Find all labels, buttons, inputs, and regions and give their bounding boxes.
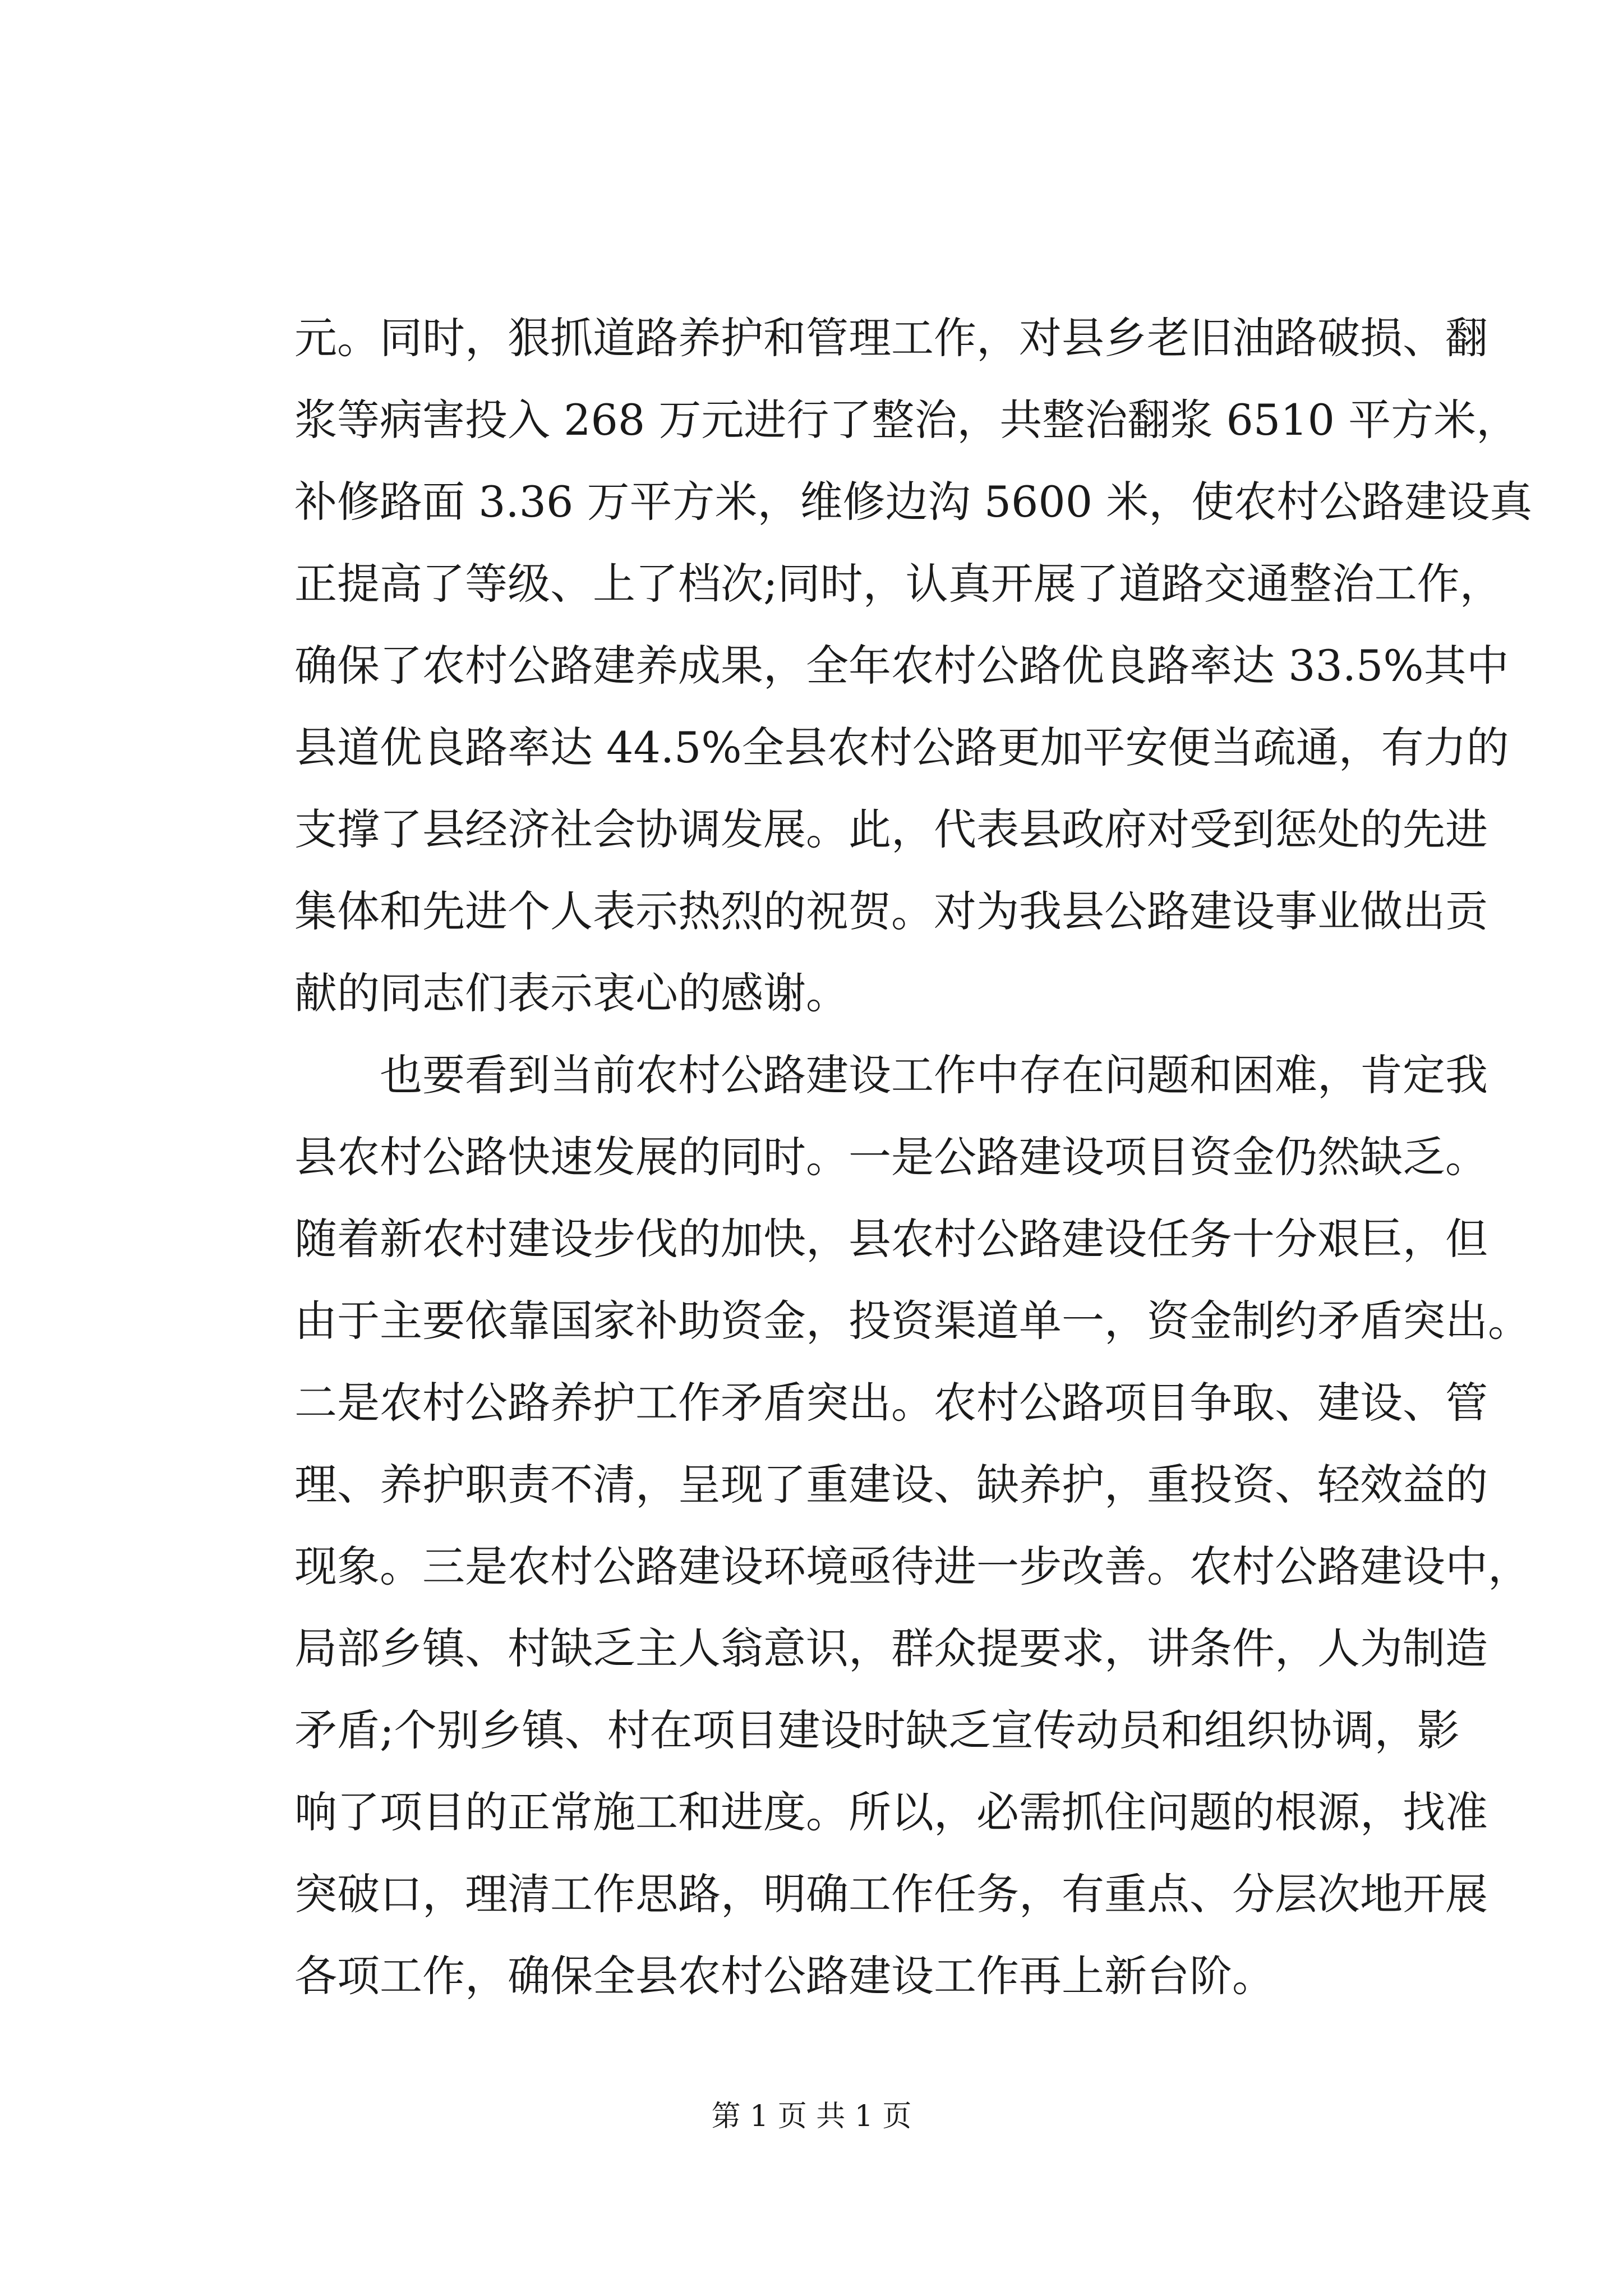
text-line: 县道优良路率达 44.5%全县农村公路更加平安便当疏通，有力的 [294,723,1509,772]
text-line: 支撑了县经济社会协调发展。此，代表县政府对受到惩处的先进 [294,804,1488,854]
text-line: 县农村公路快速发展的同时。一是公路建设项目资金仍然缺乏。 [294,1132,1488,1182]
text-line: 也要看到当前农村公路建设工作中存在问题和困难，肯定我 [380,1050,1488,1100]
text-line: 集体和先进个人表示热烈的祝贺。对为我县公路建设事业做出贡 [294,886,1488,936]
text-line: 浆等病害投入 268 万元进行了整治，共整治翻浆 6510 平方米， [294,395,1519,445]
text-line: 确保了农村公路建养成果，全年农村公路优良路率达 33.5%其中 [294,641,1509,691]
paragraph-2 [294,1034,1530,2017]
text-line: 局部乡镇、村缺乏主人翁意识，群众提要求，讲条件，人为制造 [294,1623,1488,1673]
document-body [294,297,1533,2017]
text-line: 由于主要依靠国家补助资金，投资渠道单一，资金制约矛盾突出。 [294,1296,1530,1346]
paragraph-1 [294,297,1533,1034]
text-line: 响了项目的正常施工和进度。所以，必需抓住问题的根源，找准 [294,1787,1488,1837]
text-line: 二是农村公路养护工作矛盾突出。农村公路项目争取、建设、管 [294,1378,1488,1428]
text-line: 正提高了等级、上了档次;同时，认真开展了道路交通整治工作， [294,559,1502,609]
text-line: 现象。三是农村公路建设环境亟待进一步改善。农村公路建设中， [294,1542,1530,1591]
text-line: 元。同时，狠抓道路养护和管理工作，对县乡老旧油路破损、翻 [294,313,1488,363]
text-line: 献的同志们表示衷心的感谢。 [294,968,849,1018]
text-line: 理、养护职责不清，呈现了重建设、缺养护，重投资、轻效益的 [294,1460,1488,1510]
text-line: 各项工作，确保全县农村公路建设工作再上新台阶。 [294,1951,1275,2001]
text-line: 随着新农村建设步伐的加快，县农村公路建设任务十分艰巨，但 [294,1214,1488,1264]
text-line: 突破口，理清工作思路，明确工作任务，有重点、分层次地开展 [294,1869,1488,1919]
text-line: 矛盾;个别乡镇、村在项目建设时缺乏宣传动员和组织协调，影 [294,1705,1460,1755]
page-number-label: 第 1 页 共 1 页 [711,2100,912,2133]
text-line: 补修路面 3.36 万平方米，维修边沟 5600 米，使农村公路建设真 [294,477,1533,527]
page-footer [0,2092,1623,2134]
